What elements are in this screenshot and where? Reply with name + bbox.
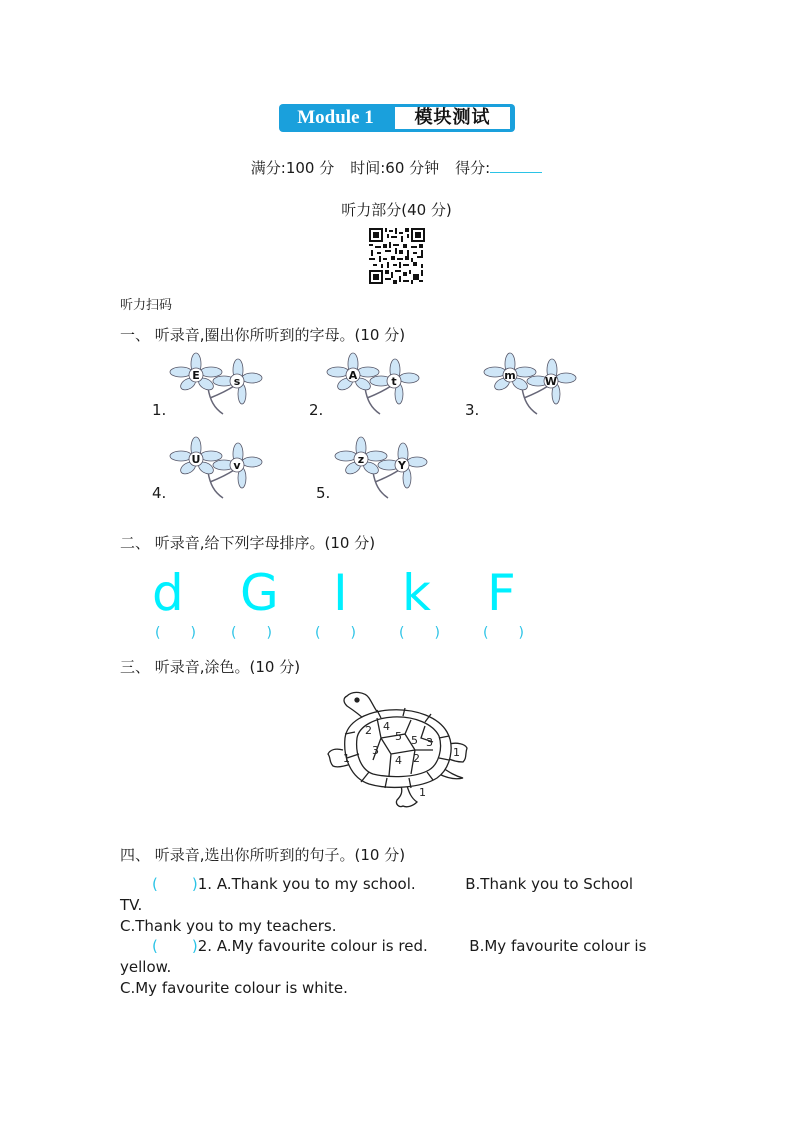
answer-blank[interactable]: ( ) <box>315 625 356 641</box>
answer-blank[interactable]: ( ) <box>231 625 272 641</box>
item-number: 2. <box>309 401 324 419</box>
option-a: A.My favourite colour is red. <box>216 937 428 955</box>
flower-letter: t <box>391 375 397 388</box>
listening-section-title: 听力部分(40 分) <box>341 201 452 219</box>
option-c: C.Thank you to my teachers. <box>120 917 337 935</box>
module-title-badge <box>279 104 515 132</box>
shell-number: 3 <box>426 736 433 749</box>
question-1: ( )1. A.Thank you to my school. B.Thank you to School TV. C.Thank you to my teachers. <box>120 874 680 937</box>
order-letter: k <box>402 564 431 622</box>
score-label: 得分: <box>455 159 491 177</box>
flower-letter: s <box>233 375 241 388</box>
shell-number: 1 <box>343 752 350 765</box>
option-b: B.My favourite colour is <box>469 937 647 955</box>
flower-pair-4[interactable] <box>168 434 263 499</box>
flower-letter: z <box>357 453 365 466</box>
answer-blank[interactable]: ( ) <box>483 625 524 641</box>
shell-number: 4 <box>395 754 402 767</box>
shell-number: 5 <box>411 734 418 747</box>
shell-number: 2 <box>365 724 372 737</box>
question-2: ( )2. A.My favourite colour is red. B.My favourite colour is yellow. C.My favourite colour is white. <box>120 936 680 999</box>
turtle-coloring-image[interactable] <box>325 688 470 810</box>
flower-letter: U <box>191 453 201 466</box>
answer-blank[interactable]: ( <box>152 875 158 893</box>
shell-number: 1 <box>453 746 460 759</box>
item-number: 3. <box>465 401 480 419</box>
flower-pair-5[interactable] <box>333 434 428 499</box>
section-2-title: 二、 听录音,给下列字母排序。(10 分) <box>120 534 376 552</box>
section-4-title: 四、 听录音,选出你所听到的句子。(10 分) <box>120 846 406 864</box>
section-1-title: 一、 听录音,圈出你所听到的字母。(10 分) <box>120 326 406 344</box>
item-number: 4. <box>152 484 167 502</box>
order-letter: F <box>487 564 516 622</box>
flower-letter: E <box>192 369 200 382</box>
item-number: 5. <box>316 484 331 502</box>
order-letter: G <box>240 564 279 622</box>
item-number: 1. <box>152 401 167 419</box>
module-label: Module 1 <box>297 107 374 128</box>
flower-letter: W <box>544 375 558 388</box>
option-b-wrap: TV. <box>120 896 143 914</box>
order-letter: I <box>333 564 348 622</box>
scan-label: 听力扫码 <box>120 298 173 313</box>
qr-code-icon[interactable] <box>369 228 425 284</box>
score-blank[interactable] <box>490 158 542 173</box>
shell-number: 2 <box>413 752 420 765</box>
flower-pair-1[interactable] <box>168 350 263 415</box>
flower-letter: A <box>348 369 358 382</box>
flower-letter: m <box>504 369 516 382</box>
section-3-title: 三、 听录音,涂色。(10 分) <box>120 658 301 676</box>
answer-blank[interactable]: ( ) <box>155 625 196 641</box>
option-b: B.Thank you to School <box>465 875 634 893</box>
flower-pair-2[interactable] <box>325 350 420 415</box>
question-number: 2. <box>197 937 213 955</box>
exam-meta <box>0 157 793 178</box>
answer-blank[interactable]: ( ) <box>399 625 440 641</box>
shell-number: 5 <box>395 730 402 743</box>
answer-blank[interactable]: ( <box>152 937 158 955</box>
flower-letter: Y <box>398 459 406 472</box>
option-c: C.My favourite colour is white. <box>120 979 348 997</box>
flower-pair-3[interactable] <box>482 350 577 415</box>
question-number: 1. <box>197 875 213 893</box>
page-title: 模块测试 <box>395 107 510 129</box>
time-limit: 时间:60 分钟 <box>350 159 440 177</box>
flower-letter: v <box>233 459 241 472</box>
shell-number: 3 <box>372 744 379 757</box>
shell-number: 4 <box>383 720 390 733</box>
order-letter: d <box>152 564 184 622</box>
option-b-wrap: yellow. <box>120 958 172 976</box>
option-a: A.Thank you to my school. <box>216 875 416 893</box>
full-score: 满分:100 分 <box>250 159 335 177</box>
shell-number: 1 <box>419 786 426 799</box>
